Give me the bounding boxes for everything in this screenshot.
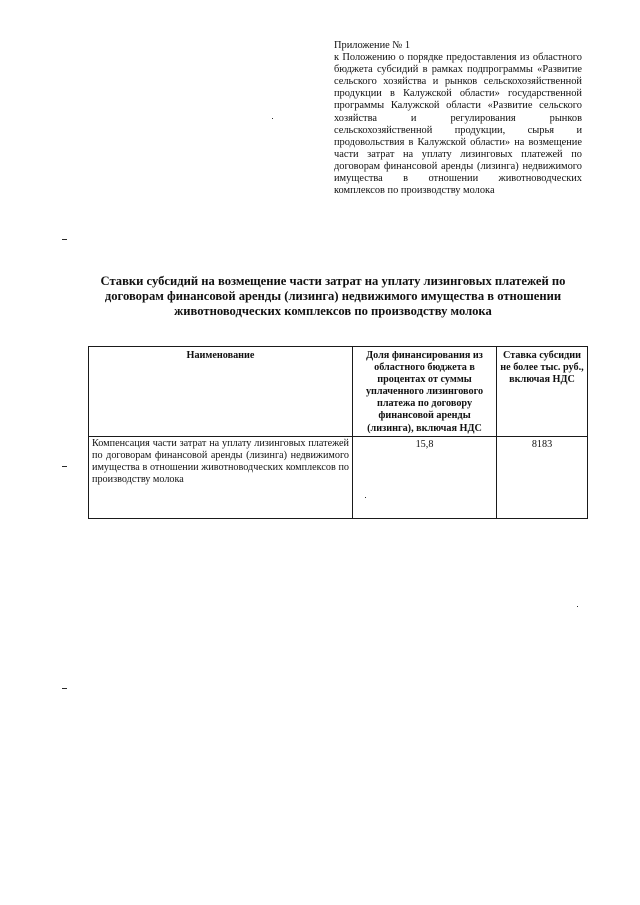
cell-share: 15,8 (353, 436, 497, 518)
appendix-text: к Положению о порядке предоставления из областного бюджета субсидий в рамках подпрограммы «Развитие сельского хозяйства и рынков сельскохозяйственной продукции в Калужской области» государственной программы Калужской области «Развитие сельского хозяйства и регулирования рынков сельскохозяйственной продукции, сырья и продовольствия в Калужской области» на возмещение части затрат на уплату лизинговых платежей по договорам финансовой аренды (лизинга) недвижимого имущества в отношении животноводческих комплексов по производству молока (334, 52, 582, 197)
scan-mark (62, 688, 67, 689)
header-name: Наименование (89, 347, 353, 437)
table-header-row (89, 347, 588, 437)
table-row (89, 436, 588, 518)
appendix-note (334, 40, 582, 197)
cell-rate: 8183 (497, 436, 588, 518)
appendix-heading: Приложение № 1 (334, 40, 411, 51)
scan-mark (577, 606, 578, 607)
scan-mark (365, 497, 366, 498)
scan-mark (272, 118, 273, 119)
document-title: Ставки субсидий на возмещение части затрат на уплату лизинговых платежей по договорам финансовой аренды (лизинга) недвижимого имущества в отношении животноводческих комплексов по производству молока (100, 274, 566, 319)
header-share: Доля финансирования из областного бюджета в процентах от суммы уплаченного лизингового платежа по договору финансовой аренды (лизинга), включая НДС (353, 347, 497, 437)
subsidy-rates-table (88, 346, 588, 519)
cell-name: Компенсация части затрат на уплату лизинговых платежей по договорам финансовой аренды (лизинга) недвижимого имущества в отношении животноводческих комплексов по производству молока (89, 436, 353, 518)
header-rate: Ставка субсидии не более тыс. руб., включая НДС (497, 347, 588, 437)
scan-mark (62, 466, 67, 467)
scan-mark (62, 239, 67, 240)
